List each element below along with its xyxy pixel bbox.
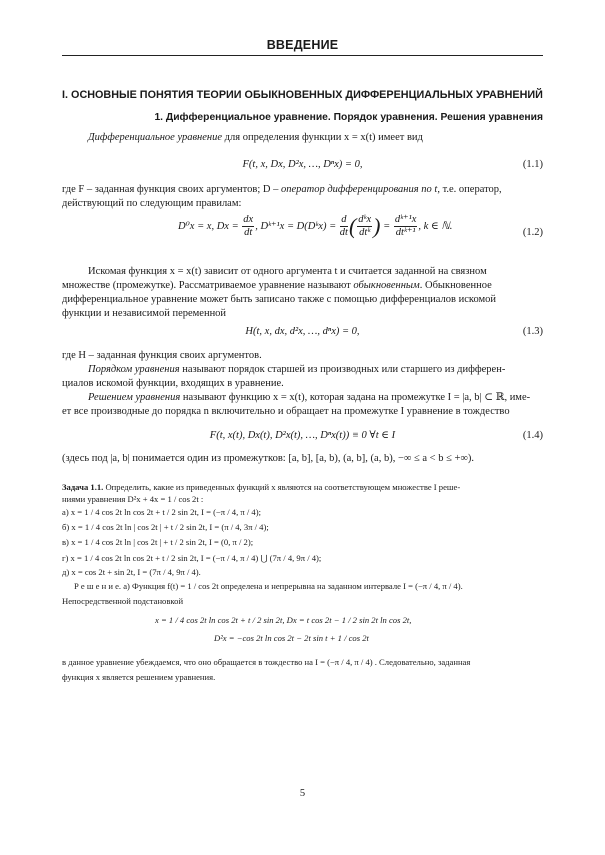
paragraph-h-function: где H – заданная функция своих аргументов. (62, 350, 262, 361)
task-item-v: в) x = 1 / 4 cos 2t ln | cos 2t | + t / 2 sin 2t, I = (0, π / 2); (62, 537, 254, 547)
task-item-a: а) x = 1 / 4 cos 2t ln cos 2t + t / 2 sin 2t, I = (−π / 4, π / 4); (62, 507, 261, 517)
paragraph-definition: Дифференциальное уравнение для определения функции x = x(t) имеет вид (88, 132, 423, 143)
task-item-g: г) x = 1 / 4 cos 2t ln cos 2t + t / 2 sin 2t, I = (−π / 4, π / 4) ⋃ (7π / 4, 9π / 4); (62, 553, 322, 563)
running-header: ВВЕДЕНИЕ (266, 38, 339, 52)
equation-number-1-3: (1.3) (522, 326, 543, 337)
substitution-line2: D²x = −cos 2t ln cos 2t − 2t sin t + 1 / cos 2t (214, 633, 369, 643)
equation-number-1-2: (1.2) (522, 227, 543, 238)
fraction-dkx-dtk: $\frac{\text{dᵏx}}{\text{dtᵏ}}$ (358, 214, 372, 238)
equation-number-1-4: (1.4) (522, 430, 543, 441)
fraction-d-dt: $\frac{d}{dt}$ (339, 214, 348, 238)
conclusion-line2: функция x является решением уравнения. (62, 672, 216, 682)
solution-line2: Непосредственной подстановкой (62, 596, 184, 606)
paragraph-sought-function-line3: дифференциальное уравнение может быть записано также с помощью дифференциалов искомой (62, 294, 497, 305)
substitution-line1: x = 1 / 4 cos 2t ln cos 2t + t / 2 sin 2t, Dx = t cos 2t − 1 / 2 sin 2t ln cos 2t, (155, 615, 412, 625)
task-item-b: б) x = 1 / 4 cos 2t ln | cos 2t | + t / 2 sin 2t, I = (π / 4, 3π / 4); (62, 522, 269, 532)
paragraph-sought-function: Искомая функция x = x(t) зависит от одного аргумента t и считается заданной на связном (88, 266, 487, 277)
fraction-dk1x-dtk1: $\frac{\text{dᵏ⁺¹x}}{\text{dtᵏ⁺¹}}$ (394, 214, 417, 238)
solution-paragraph: Р е ш е н и е. а) Функция f(t) = 1 / cos 2t определена и непрерывна на заданном интервале I = (−π / 4, π / 4). (74, 581, 463, 591)
paragraph-solution: Решением уравнения называют функцию x = x(t), которая задана на промежутке I = |a, b| ⊂ ℝ, име- (88, 392, 531, 403)
paragraph-order: Порядком уравнения называют порядок старшей из производных или старшего из дифферен- (88, 364, 506, 375)
equation-1-1: F(t, x, Dx, D²x, …, Dⁿx) = 0, (242, 159, 363, 170)
chapter-title: I. ОСНОВНЫЕ ПОНЯТИЯ ТЕОРИИ ОБЫКНОВЕННЫХ ДИФФЕРЕНЦИАЛЬНЫХ УРАВНЕНИЙ (62, 89, 543, 101)
paragraph-order-line2: циалов искомой функции, входящих в уравнение. (62, 378, 284, 389)
equation-number-1-1: (1.1) (522, 159, 543, 170)
term-differential-equation: Дифференциальное уравнение (88, 132, 223, 143)
task-label: Задача 1.1. (62, 482, 104, 492)
paragraph-sought-function-line2: множестве (промежутке). Рассматриваемое уравнение называют обыкновенным. Обыкновенное (62, 280, 492, 291)
section-title: 1. Дифференциальное уравнение. Порядок уравнения. Решения уравнения (154, 112, 543, 123)
task-item-d: д) x = cos 2t + sin 2t, I = (7π / 4, 9π / 4). (62, 567, 201, 577)
paragraph-operator: где F – заданная функция своих аргументов; D – оператор дифференцирования по t, т.е. оператор, (62, 184, 502, 195)
equation-1-4: F(t, x(t), Dx(t), D²x(t), …, Dⁿx(t)) ≡ 0 ∀t ∈ I (209, 430, 396, 441)
paragraph-operator-line2: действующий по следующим правилам: (62, 198, 242, 209)
task-statement-line2: ниями уравнения D²x + 4x = 1 / cos 2t : (62, 494, 204, 504)
paragraph-sought-function-line4: функции и независимой переменной (62, 308, 227, 319)
header-rule (62, 55, 543, 56)
fraction-dx-dt: $\frac{dx}{dt}$ (243, 214, 254, 238)
equation-1-2: D⁰x = x, Dx = $\frac{dx}{dt}$ , Dᵏ⁺¹x = D(Dᵏx) = $\frac{d}{dt}$ ( $\frac{\text{dᵏx}}{\text{dtᵏ}}$ ) = $\frac{\text{dᵏ⁺¹x}}{\text{dtᵏ⁺¹}}$ , k ∈ ℕ. (178, 213, 453, 239)
paragraph-solution-line2: ет все производные до порядка n включительно и обращает на промежутке I уравнение в тождество (62, 406, 510, 417)
page-number: 5 (299, 788, 306, 799)
paragraph-intervals: (здесь под |a, b| понимается один из промежутков: [a, b], [a, b), (a, b], (a, b), −∞ ≤ a < b ≤ +∞). (62, 453, 474, 464)
solution-label: Р е ш е н и е. (74, 581, 122, 591)
task-statement: Задача 1.1. Определить, какие из приведенных функций x являются на соответствующем множестве I реше- (62, 482, 461, 492)
conclusion-line1: в данное уравнение убеждаемся, что оно обращается в тождество на I = (−π / 4, π / 4) . Следовательно, заданная (62, 657, 471, 667)
equation-1-3: H(t, x, dx, d²x, …, dⁿx) = 0, (245, 326, 360, 337)
